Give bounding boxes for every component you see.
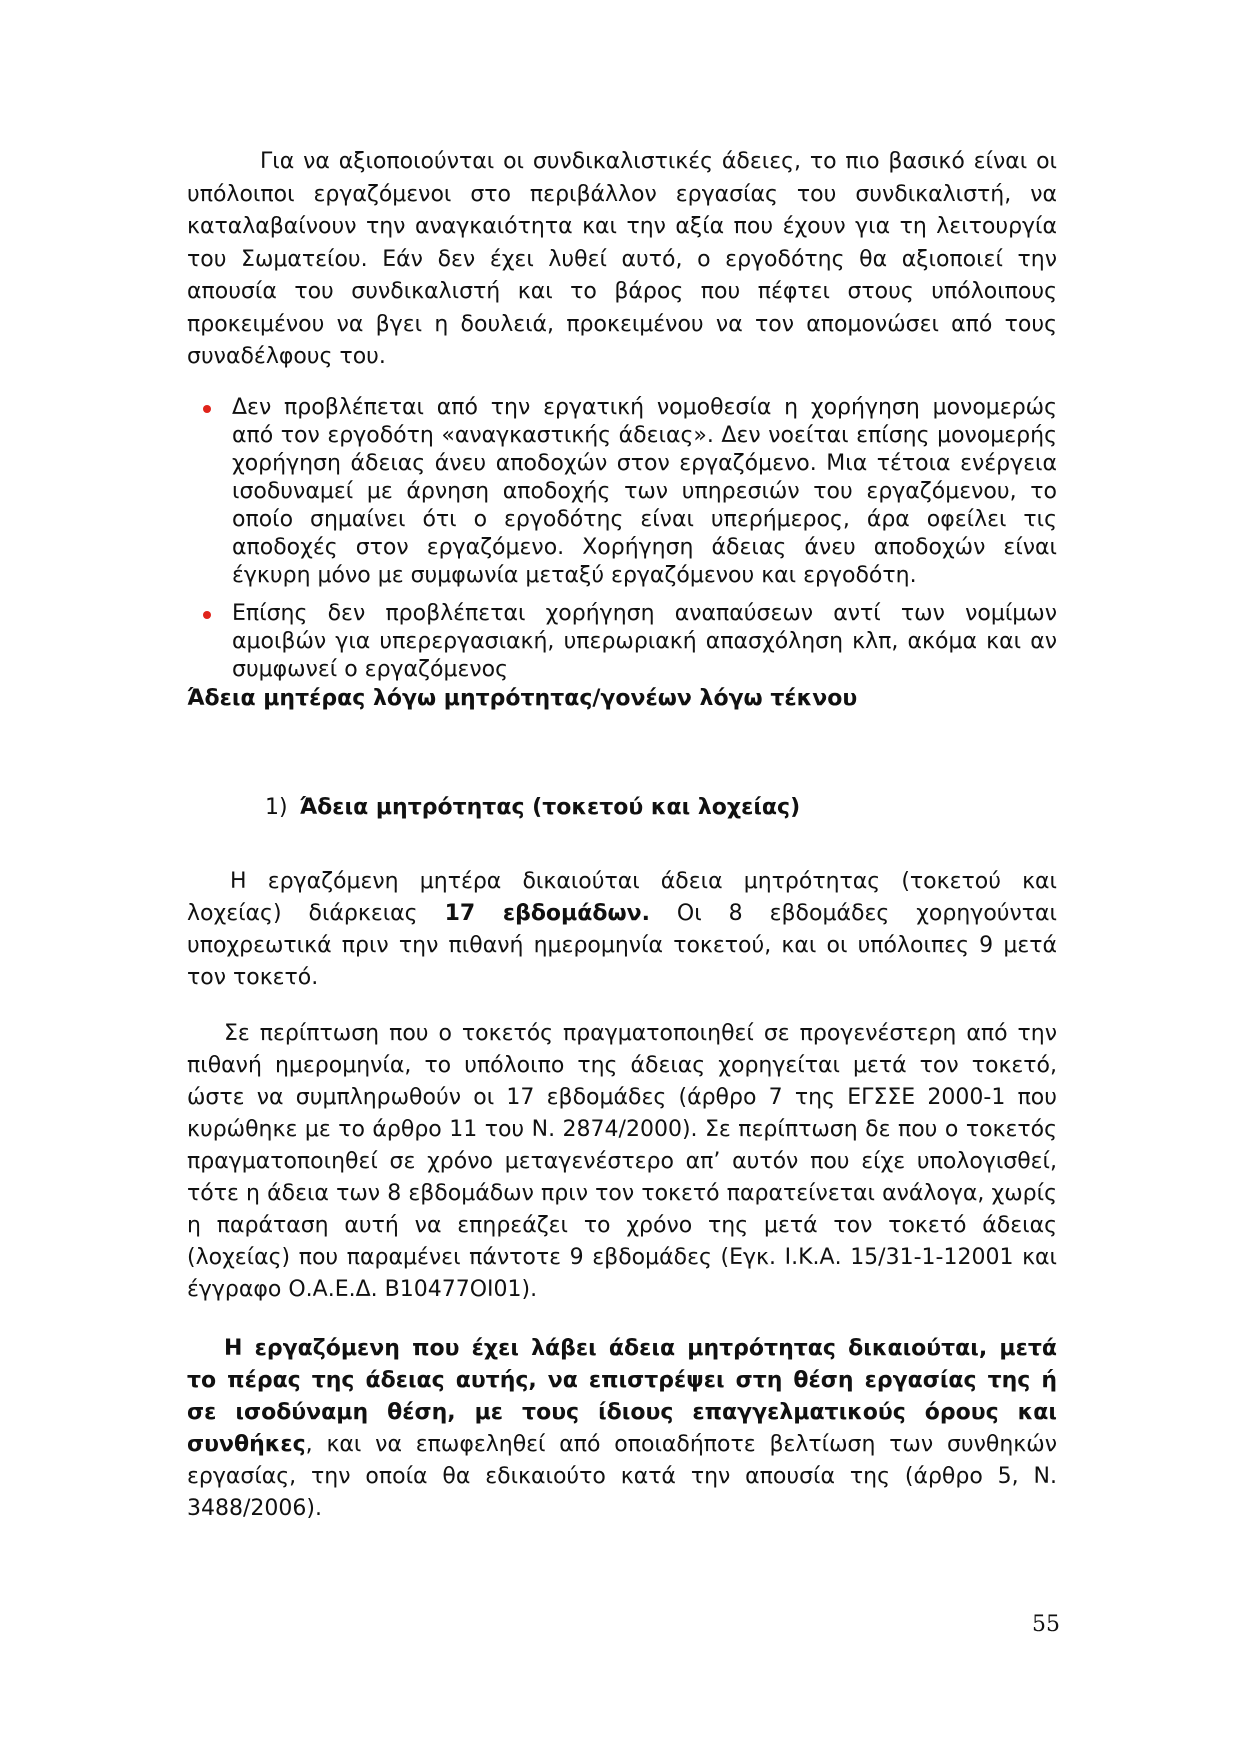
paragraph-early-birth: Σε περίπτωση που ο τοκετός πραγματοποιηθεί σε προγενέστερη από την πιθανή ημερομηνία, το υπόλοιπο της άδειας χορηγείται μετά τον τοκετό, ώστε να συμπληρωθούν οι 17 εβδομάδες (άρθρο 7 της ΕΓΣΣΕ 2000-1 που κυρώθηκε με το άρθρο 11 του Ν. 2874/2000). Σε περίπτωση δε που ο τοκετός πραγματοποιηθεί σε χρόνο μεταγενέστερο απ’ αυτόν που είχε υπολογισθεί, τότε η άδεια των 8 εβδομάδων πριν τον τοκετό παρατείνεται ανάλογα, χωρίς η παράταση αυτή να επηρεάζει το χρόνο της μετά τον τοκετό άδειας (λοχείας) που παραμένει πάντοτε 9 εβδομάδες (Εγκ. Ι.Κ.Α. 15/31-1-12001 και έγγραφο Ο.Α.Ε.Δ. Β10477ΟΙ01). (187, 1020, 1057, 1302)
subsection-number: 1) (265, 794, 288, 820)
document-body (187, 146, 1057, 1525)
bold-text-run: Η εργαζόμενη που έχει λάβει άδεια μητρότητας δικαιούται, μετά το πέρας της άδειας αυτής, να επιστρέψει στη θέση εργασίας της ή σε ισοδύναμη θέση, με τους ίδιους επαγγελματικούς όρους και συνθήκες (187, 1335, 1057, 1457)
paragraph-maternity-duration (187, 866, 1057, 994)
list-item (187, 600, 1057, 684)
list-item (187, 394, 1057, 590)
bullet-list (187, 394, 1057, 684)
text-run: , και να επωφεληθεί από οποιαδήποτε βελτίωση των συνθηκών εργασίας, την οποία θα εδικαιούτο κατά την απουσία της (άρθρο 5, Ν. 3488/2006). (187, 1431, 1057, 1521)
text-run: Οι 8 εβδομάδες χορηγούνται υποχρεωτικά πριν την πιθανή ημερομηνία τοκετού, και οι υπόλοιπες 9 μετά τον τοκετό. (187, 900, 1057, 990)
bullet-text: Δεν προβλέπεται από την εργατική νομοθεσία η χορήγηση μονομερώς από τον εργοδότη «αναγκαστικής άδειας». Δεν νοείται επίσης μονομερής χορήγηση άδειας άνευ αποδοχών στον εργαζόμενο. Μια τέτοια ενέργεια ισοδυναμεί με άρνηση αποδοχής των υπηρεσιών του εργαζόμενου, το οποίο σημαίνει ότι ο εργοδότης είναι υπερήμερος, άρα οφείλει τις αποδοχές στον εργαζόμενο. Χορήγηση άδειας άνευ αποδοχών είναι έγκυρη μόνο με συμφωνία μεταξύ εργαζόμενου και εργοδότη. (232, 394, 1057, 588)
bullet-dot-icon (203, 611, 211, 619)
section-heading: Άδεια μητέρας λόγω μητρότητας/γονέων λόγω τέκνου (187, 685, 858, 711)
bullet-dot-icon (203, 405, 211, 413)
paragraph-return-to-work (187, 1333, 1057, 1525)
bullet-text: Επίσης δεν προβλέπεται χορήγηση αναπαύσεων αντί των νομίμων αμοιβών για υπερεργασιακή, υπερωριακή απασχόληση κλπ, ακόμα και αν συμφωνεί ο εργαζόμενος (232, 600, 1057, 682)
bold-text-run: 17 εβδομάδων. (444, 900, 650, 926)
text-run: Η εργαζόμενη μητέρα δικαιούται άδεια μητρότητας (τοκετού και λοχείας) διάρκειας (187, 868, 1057, 926)
subsection-heading (187, 793, 1057, 823)
page-number: 55 (1032, 1612, 1060, 1637)
paragraph-union-leave: Για να αξιοποιούνται οι συνδικαλιστικές άδειες, το πιο βασικό είναι οι υπόλοιποι εργαζόμενοι στο περιβάλλον εργασίας του συνδικαλιστή, να καταλαβαίνουν την αναγκαιότητα και την αξία που έχουν για τη λειτουργία του Σωματείου. Εάν δεν έχει λυθεί αυτό, ο εργοδότης θα αξιοποιεί την απουσία του συνδικαλιστή και το βάρος που πέφτει στους υπόλοιπους προκειμένου να βγει η δουλειά, προκειμένου να τον απομονώσει από τους συναδέλφους του. (187, 149, 1057, 369)
subsection-title: Άδεια μητρότητας (τοκετού και λοχείας) (299, 794, 801, 820)
